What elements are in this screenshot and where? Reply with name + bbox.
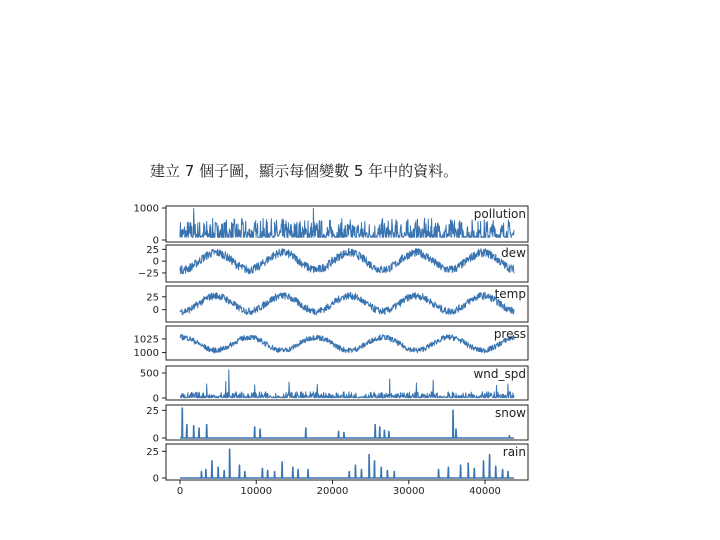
- subplot-frame: [166, 405, 528, 440]
- y-tick-label: 25: [146, 446, 159, 458]
- subplot-frame: [166, 326, 528, 360]
- subplot-dew: [138, 245, 528, 282]
- subplot-title: press: [493, 327, 526, 341]
- y-tick-label: 0: [152, 393, 159, 405]
- y-tick-label: 25: [146, 244, 159, 256]
- subplot-title: dew: [501, 246, 526, 260]
- subplot-press: [134, 326, 528, 360]
- subplot-title: temp: [494, 287, 526, 301]
- subplot-temp: [146, 286, 528, 322]
- x-tick-label: 20000: [316, 486, 349, 497]
- y-tick-label: 25: [146, 405, 159, 417]
- y-tick-label: 25: [146, 292, 159, 304]
- caption: 建立 7 個子圖，顯示每個變數 5 年中的資料。: [150, 162, 459, 180]
- y-tick-label: 1000: [133, 203, 159, 215]
- y-tick-label: 1025: [133, 334, 159, 346]
- subplot-title: pollution: [473, 207, 526, 221]
- y-tick-label: −25: [137, 268, 159, 280]
- subplot-wnd-spd: [140, 366, 528, 405]
- y-tick-label: 0: [152, 235, 159, 247]
- subplot-snow: [146, 405, 528, 445]
- subplot-title: rain: [502, 445, 526, 459]
- y-tick-label: 0: [152, 305, 159, 317]
- subplot-title: snow: [494, 406, 526, 420]
- x-tick-label: 40000: [469, 486, 501, 497]
- y-tick-label: 0: [152, 433, 159, 445]
- y-tick-label: 0: [152, 473, 159, 485]
- y-tick-label: 1000: [133, 348, 159, 360]
- subplot-pollution: [134, 204, 528, 247]
- subplot-title: wnd_spd: [473, 367, 526, 381]
- x-tick-label: 30000: [392, 486, 425, 497]
- x-tick-label: 0: [176, 486, 184, 497]
- y-tick-label: 500: [139, 368, 159, 380]
- subplot-frame: [166, 286, 528, 322]
- x-tick-label: 10000: [240, 486, 273, 497]
- subplot-rain: [146, 444, 528, 485]
- y-tick-label: 0: [152, 256, 159, 268]
